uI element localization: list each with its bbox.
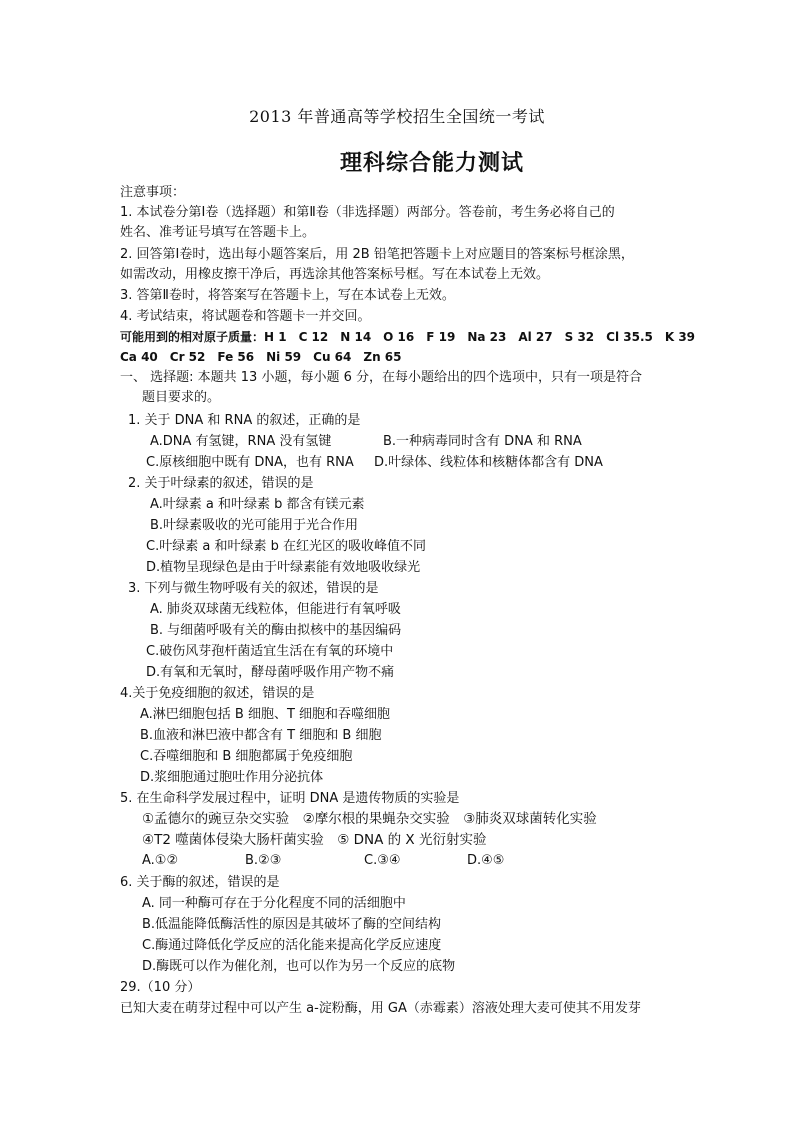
exam-title: 2013 年普通高等学校招生全国统一考试 (249, 107, 545, 126)
note-2-line-2: 如需改动，用橡皮擦干净后，再选涂其他答案标号框。写在本试卷上无效。 (120, 267, 550, 282)
note-3: 3. 答第Ⅱ卷时，将答案写在答题卡上，写在本试卷上无效。 (120, 288, 455, 303)
q5-option-c: C.③④ (364, 853, 401, 868)
q2-stem: 2. 关于叶绿素的叙述，错误的是 (128, 476, 314, 491)
atomic-mass-line-2: Ca 40 Cr 52 Fe 56 Ni 59 Cu 64 Zn 65 (120, 350, 402, 364)
q2-option-c: C.叶绿素 a 和叶绿素 b 在红光区的吸收峰值不同 (146, 539, 426, 554)
q2-option-b: B.叶绿素吸收的光可能用于光合作用 (150, 518, 359, 533)
q29-text: 已知大麦在萌芽过程中可以产生 a-淀粉酶，用 GA（赤霉素）溶液处理大麦可使其不用发芽 (120, 1001, 641, 1016)
section-intro-line-1: 一、 选择题: 本题共 13 小题，每小题 6 分，在每小题给出的四个选项中，只有一项是符合 (120, 370, 642, 385)
q3-option-d: D.有氧和无氧时，酵母菌呼吸作用产物不痛 (146, 665, 395, 680)
note-1-line-2: 姓名、准考证号填写在答题卡上。 (120, 225, 316, 240)
q5-experiments-line-2: ④T2 噬菌体侵染大肠杆菌实验 ⑤ DNA 的 X 光衍射实验 (142, 832, 487, 848)
q5-stem: 5. 在生命科学发展过程中，证明 DNA 是遗传物质的实验是 (120, 791, 460, 806)
q1-option-a: A.DNA 有氢键，RNA 没有氢键 (150, 434, 332, 449)
note-1-line-1: 1. 本试卷分第Ⅰ卷（选择题）和第Ⅱ卷（非选择题）两部分。答卷前，考生务必将自己的 (120, 205, 615, 220)
q3-option-c: C.破伤风芽孢杆菌适宜生活在有氧的环境中 (146, 644, 394, 659)
q1-option-c: C.原核细胞中既有 DNA，也有 RNA (146, 455, 354, 470)
q3-option-b: B. 与细菌呼吸有关的酶由拟核中的基因编码 (150, 623, 402, 638)
q4-stem: 4.关于免疫细胞的叙述，错误的是 (120, 686, 315, 701)
q1-option-d: D.叶绿体、线粒体和核糖体都含有 DNA (374, 455, 603, 470)
q6-stem: 6. 关于酶的叙述，错误的是 (120, 875, 280, 890)
q4-option-d: D.浆细胞通过胞吐作用分泌抗体 (140, 770, 324, 785)
notes-heading: 注意事项： (120, 185, 186, 200)
q1-stem: 1. 关于 DNA 和 RNA 的叙述，正确的是 (128, 413, 361, 428)
q5-option-b: B.②③ (245, 853, 282, 868)
q2-option-d: D.植物呈现绿色是由于叶绿素能有效地吸收绿光 (146, 560, 421, 575)
q3-option-a: A. 肺炎双球菌无线粒体，但能进行有氧呼吸 (150, 602, 401, 617)
q6-option-d: D.酶既可以作为催化剂，也可以作为另一个反应的底物 (142, 959, 456, 974)
q2-option-a: A.叶绿素 a 和叶绿素 b 都含有镁元素 (150, 497, 365, 512)
q1-option-b: B.一种病毒同时含有 DNA 和 RNA (383, 434, 582, 449)
q29-stem: 29.（10 分） (120, 980, 201, 995)
q5-option-d: D.④⑤ (467, 853, 505, 868)
q5-experiments-line-1: ①孟德尔的豌豆杂交实验 ②摩尔根的果蝇杂交实验 ③肺炎双球菌转化实验 (142, 811, 597, 827)
note-4: 4. 考试结束，将试题卷和答题卡一并交回。 (120, 309, 371, 324)
q4-option-a: A.淋巴细胞包括 B 细胞、T 细胞和吞噬细胞 (140, 707, 391, 722)
subject-title: 理科综合能力测试 (340, 151, 525, 176)
q3-stem: 3. 下列与微生物呼吸有关的叙述，错误的是 (128, 581, 379, 596)
q6-option-b: B.低温能降低酶活性的原因是其破坏了酶的空间结构 (142, 917, 442, 932)
q4-option-b: B.血液和淋巴液中都含有 T 细胞和 B 细胞 (140, 728, 382, 743)
atomic-mass-line-1: 可能用到的相对原子质量：H 1 C 12 N 14 O 16 F 19 Na 23 Al 27 S 32 Cl 35.5 K 39 (120, 330, 696, 344)
q5-option-a: A.①② (142, 853, 179, 868)
q4-option-c: C.吞噬细胞和 B 细胞都属于免疫细胞 (140, 749, 353, 764)
q6-option-a: A. 同一种酶可存在于分化程度不同的活细胞中 (142, 896, 406, 911)
section-intro-line-2: 题目要求的。 (142, 390, 221, 405)
q6-option-c: C.酶通过降低化学反应的活化能来提高化学反应速度 (142, 938, 442, 953)
note-2-line-1: 2. 回答第Ⅰ卷时，选出每小题答案后，用 2B 铅笔把答题卡上对应题目的答案标号框涂黑， (120, 247, 634, 262)
